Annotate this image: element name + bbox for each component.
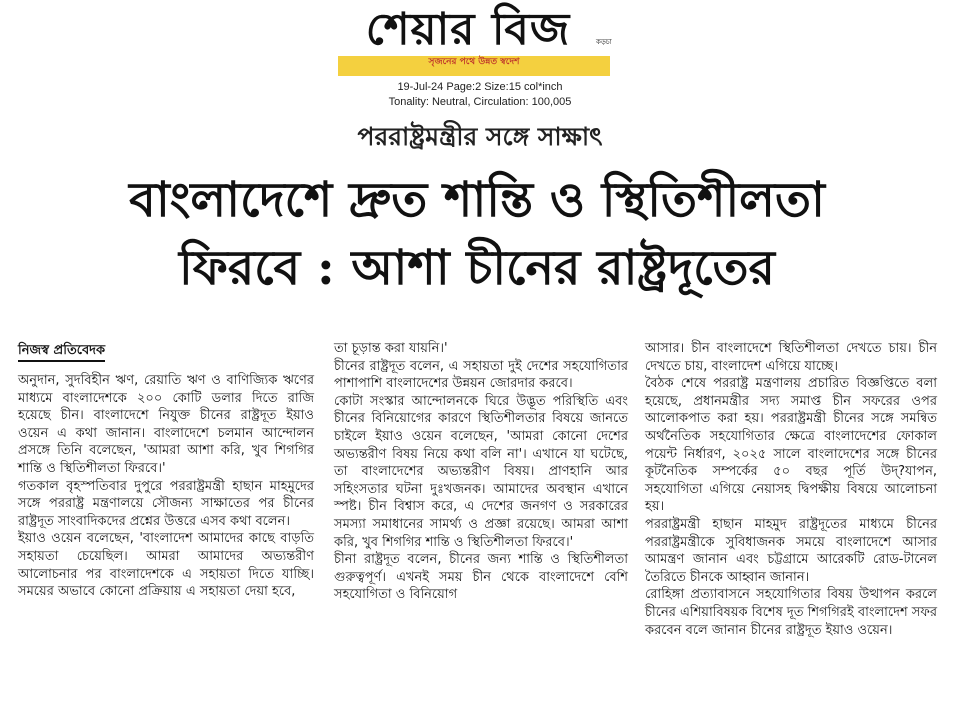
paragraph: চীনের রাষ্ট্রদূত বলেন, এ সহায়তা দুই দেশের সহযোগিতার পাশাপাশি বাংলাদেশের উন্নয়ন জোরদার করবে। xyxy=(334,358,628,392)
masthead-small-text: কড়চা xyxy=(596,38,612,46)
paragraph: চীনা রাষ্ট্রদূত বলেন, চীনের জন্য শান্তি ও স্থিতিশীলতা গুরুত্বপূর্ণ। এখনই সময় চীন থেকে বাংলাদেশে বেশি সহযোগিতা ও বিনিয়োগ xyxy=(334,552,628,603)
headline-line-2: ফিরবে : আশা চীনের রাষ্ট্রদূতের xyxy=(179,240,775,296)
paragraph: কোটা সংস্কার আন্দোলনকে ঘিরে উদ্ভূত পরিস্থিতি এবং চীনের বিনিয়োগের কারণে স্থিতিশীলতার বিষয়ে জানতে চাইলে ইয়াও ওয়েন বলেছেন, 'আমরা কোনো দেশের অভ্যন্তরীণ বিষয় নিয়ে কথা বলি না'। এখানে যা ঘটেছে, তা বাংলাদেশের অভ্যন্তরীণ বিষয়। প্রাণহানি আর সহিংসতার ঘটনা দুঃখজনক। আমাদের অবস্থান এখানে স্পষ্ট। চীন বিশ্বাস করে, এ দেশের জনগণ ও সরকারের সমস্যা সমাধানের সামর্থ্য ও প্রজ্ঞা রয়েছে। আমরা আশা করি, খুব শিগগির শান্তি ও স্থিতিশীলতা ফিরবে।' xyxy=(334,393,628,550)
paragraph: অনুদান, সুদবিহীন ঋণ, রেয়াতি ঋণ ও বাণিজ্যিক ঋণের মাধ্যমে বাংলাদেশকে ২০০ কোটি ডলার দিতে রাজি হয়েছে চীন। বাংলাদেশে নিযুক্ত চীনের রাষ্ট্রদূত ইয়াও ওয়েন এ কথা জানান। বাংলাদেশে চলমান আন্দোলন প্রসঙ্গে তিনি বলেছেন, 'আমরা আশা করি, খুব শিগগির শান্তি ও স্থিতিশীলতা ফিরবে।' xyxy=(18,373,314,476)
paragraph: পররাষ্ট্রমন্ত্রী হাছান মাহমুদ রাষ্ট্রদূতের মাধ্যমে চীনের পররাষ্ট্রমন্ত্রীকে সুবিধাজনক সময়ে বাংলাদেশে আসার আমন্ত্রণ জানান এবং চট্টগ্রামে আরেকটি রোড-টানেল তৈরিতে চীনকে আহ্বান জানান। xyxy=(645,516,937,585)
masthead-tagline-bar xyxy=(338,56,610,76)
paragraph: আসার। চীন বাংলাদেশে স্থিতিশীলতা দেখতে চায়। চীন দেখতে চায়, বাংলাদেশ এগিয়ে যাচ্ছে। xyxy=(645,341,937,374)
clipping-meta-tonality: Tonality: Neutral, Circulation: 100,005 xyxy=(388,96,572,108)
masthead-logo: শেয়ার বিজ xyxy=(365,4,571,55)
masthead xyxy=(338,6,618,74)
article-headline xyxy=(20,166,934,302)
paragraph: ইয়াও ওয়েন বলেছেন, 'বাংলাদেশ আমাদের কাছে বাড়তি সহায়তা চেয়েছিল। আমরা আমাদের অভ্যন্তরীণ আলোচনার পর বাংলাদেশকে এ সহায়তা দিতে যাচ্ছি। সময়ের অভাবে কোনো প্রক্রিয়ায় এ সহায়তা দেয়া হবে, xyxy=(18,531,314,600)
article-column-2 xyxy=(334,340,628,604)
article-kicker: পররাষ্ট্রমন্ত্রীর সঙ্গে সাক্ষাৎ xyxy=(357,122,603,151)
paragraph: বৈঠক শেষে পররাষ্ট্র মন্ত্রণালয় প্রচারিত বিজ্ঞপ্তিতে বলা হয়েছে, প্রধানমন্ত্রীর সদ্য সমাপ্ত চীন সফরের ওপর আলোকপাত করা হয়। পররাষ্ট্রমন্ত্রী চীনের সঙ্গে সমন্বিত অর্থনৈতিক সহযোগিতার ক্ষেত্রে বাংলাদেশের ফোকাল পয়েন্ট নির্ধারণ, ২০২৫ সালে বাংলাদেশের সঙ্গে চীনের কূটনৈতিক সম্পর্কের ৫০ বছর পূর্তি উদ্?যাপন, সহযোগিতা এগিয়ে নেয়াসহ দ্বিপক্ষীয় বিষয়ে আলোচনা হয়। xyxy=(645,376,937,515)
paragraph: তা চূড়ান্ত করা যায়নি।' xyxy=(334,341,448,356)
article-column-3 xyxy=(645,340,937,639)
clipping-meta-date: 19-Jul-24 Page:2 Size:15 col*inch xyxy=(397,81,563,93)
clipping-meta xyxy=(340,80,620,110)
article-column-1 xyxy=(18,340,314,601)
paragraph: গতকাল বৃহস্পতিবার দুপুরে পররাষ্ট্রমন্ত্রী হাছান মাহমুদের সঙ্গে পররাষ্ট্র মন্ত্রণালয়ে সৌজন্য সাক্ষাতের পর চীনের রাষ্ট্রদূত সাংবাদিকদের প্রশ্নের উত্তরে এসব কথা বলেন। xyxy=(18,478,314,529)
headline-line-1: বাংলাদেশে দ্রুত শান্তি ও স্থিতিশীলতা xyxy=(129,172,825,228)
byline: নিজস্ব প্রতিবেদক xyxy=(18,342,105,362)
masthead-tagline: সৃজনের পথে উন্নত স্বদেশ xyxy=(428,57,520,67)
paragraph: রোহিঙ্গা প্রত্যাবাসনে সহযোগিতার বিষয় উত্থাপন করলে চীনের এশিয়াবিষয়ক বিশেষ দূত শিগগিরই বাংলাদেশ সফর করবেন বলে জানান চীনের রাষ্ট্রদূত ইয়াও ওয়েন। xyxy=(645,587,938,638)
